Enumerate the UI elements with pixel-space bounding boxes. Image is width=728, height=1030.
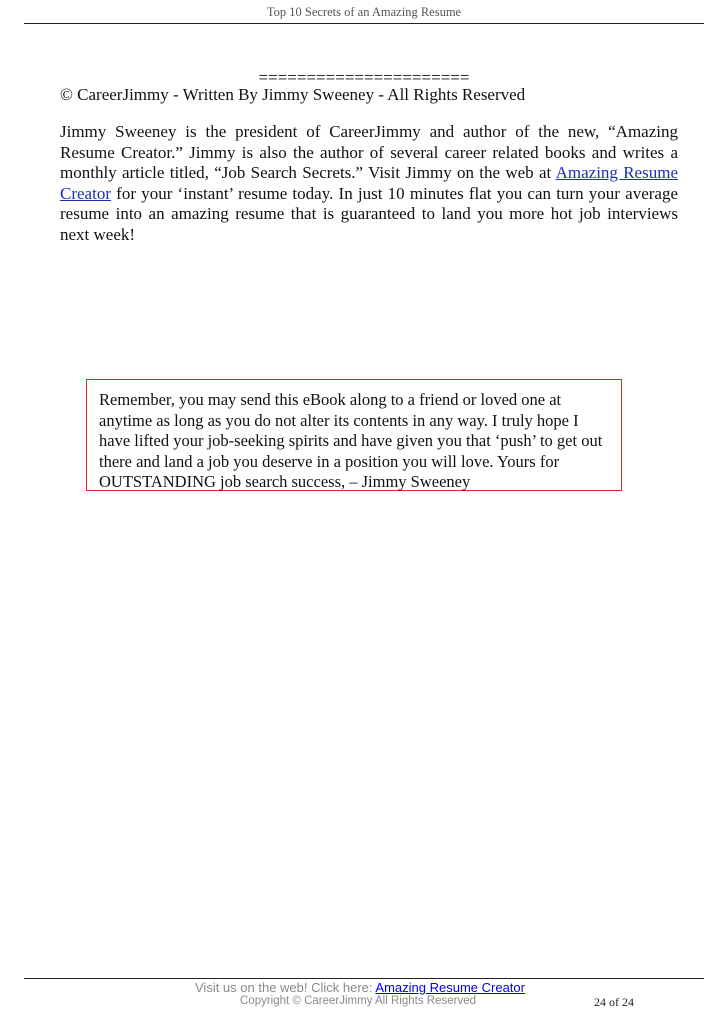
page-header-title: Top 10 Secrets of an Amazing Resume (266, 5, 462, 19)
amazing-resume-creator-link[interactable]: Amazing Resume Creator (60, 163, 678, 203)
share-notice-text: Remember, you may send this eBook along to a friend or loved one at anytime as long as you do not alter its contents in any way. I truly hope I have lifted your job-seeking spirits and have given you that ‘push’ to get out there and land a job you deserve in a position you will love. Yours for OUTSTANDING job search success, – Jimmy Sweeney (99, 390, 603, 491)
author-bio-paragraph (60, 122, 678, 245)
footer-visit-label: Visit us on the web! Click here: (195, 980, 376, 995)
section-separator: ====================== (258, 68, 470, 87)
footer-copyright: Copyright © CareerJimmy All Rights Reserved (240, 995, 476, 1007)
header-divider (24, 23, 704, 24)
bio-text-part1: Jimmy Sweeney is the president of CareerJimmy and author of the new, “Amazing Resume Creator.” Jimmy is also the author of several career related books and writes a monthly article titled, “Job Search Secrets.” Visit Jimmy on the web at (60, 122, 678, 182)
share-notice-box (86, 379, 622, 491)
bio-text-part2: for your ‘instant’ resume today. In just 10 minutes flat you can turn your average resume into an amazing resume that is guaranteed to land you more hot job interviews next week! (60, 183, 678, 244)
footer-visit-line (195, 980, 525, 995)
footer-divider (24, 978, 704, 979)
author-copyright-line: © CareerJimmy - Written By Jimmy Sweeney - All Rights Reserved (60, 85, 526, 104)
page-number: 24 of 24 (594, 995, 634, 1009)
footer-amazing-resume-creator-link[interactable]: Amazing Resume Creator (375, 980, 525, 995)
